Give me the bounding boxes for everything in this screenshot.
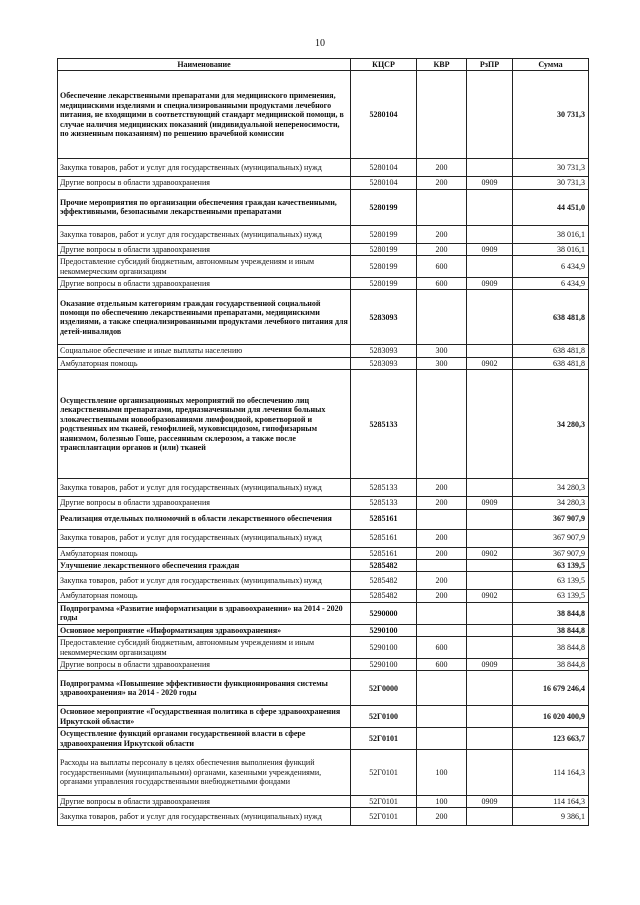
row-name: Прочие мероприятия по организации обеспечения граждан качественными, эффективными, безопасными лекарственными препаратами: [58, 189, 351, 225]
row-kvr: 100: [417, 749, 467, 795]
row-sum: 9 386,1: [513, 808, 589, 826]
row-rzpr: [467, 602, 513, 624]
row-name: Амбулаторная помощь: [58, 357, 351, 369]
row-rzpr: [467, 290, 513, 345]
row-name: Оказание отдельным категориям граждан государственной социальной помощи по обеспечению лекарственными препаратами, медицинскими изделиями, а также специализированными продуктами лечебного питания для детей-инвалидов: [58, 290, 351, 345]
row-sum: 638 481,8: [513, 357, 589, 369]
table-row: [58, 225, 589, 243]
row-rzpr: [467, 728, 513, 750]
row-kcsr: 5290100: [351, 658, 417, 670]
row-sum: 367 907,9: [513, 509, 589, 529]
row-sum: 38 844,8: [513, 637, 589, 659]
row-kcsr: 52Г0101: [351, 808, 417, 826]
row-name: Реализация отдельных полномочий в области лекарственного обеспечения: [58, 509, 351, 529]
row-rzpr: 0902: [467, 547, 513, 559]
row-kcsr: 5280104: [351, 71, 417, 159]
row-sum: 367 907,9: [513, 547, 589, 559]
row-kvr: 200: [417, 159, 467, 177]
table-row: [58, 572, 589, 590]
table-header-row: [58, 59, 589, 71]
table-row: [58, 71, 589, 159]
row-rzpr: [467, 671, 513, 706]
row-sum: 114 164,3: [513, 749, 589, 795]
row-name: Амбулаторная помощь: [58, 590, 351, 602]
row-rzpr: [467, 225, 513, 243]
row-name: Подпрограмма «Повышение эффективности функционирования системы здравоохранения» на 2014 - 2020 годы: [58, 671, 351, 706]
row-sum: 63 139,5: [513, 590, 589, 602]
header-kcsr: КЦСР: [351, 59, 417, 71]
row-sum: 38 016,1: [513, 225, 589, 243]
row-kvr: [417, 290, 467, 345]
row-kvr: 200: [417, 547, 467, 559]
header-name: Наименование: [58, 59, 351, 71]
header-rzpr: РзПР: [467, 59, 513, 71]
table-row: [58, 479, 589, 497]
row-kcsr: 5280104: [351, 159, 417, 177]
row-rzpr: [467, 370, 513, 479]
table-row: [58, 590, 589, 602]
row-kcsr: 5285133: [351, 479, 417, 497]
row-rzpr: [467, 71, 513, 159]
row-name: Основное мероприятие «Информатизация здравоохранения»: [58, 624, 351, 636]
table-row: [58, 159, 589, 177]
budget-table: [57, 58, 589, 826]
row-sum: 6 434,9: [513, 278, 589, 290]
row-rzpr: 0902: [467, 357, 513, 369]
row-rzpr: [467, 256, 513, 278]
row-kvr: 600: [417, 256, 467, 278]
row-kcsr: 5290000: [351, 602, 417, 624]
row-kcsr: 5285161: [351, 529, 417, 547]
row-rzpr: 0902: [467, 590, 513, 602]
row-rzpr: 0909: [467, 278, 513, 290]
table-row: [58, 547, 589, 559]
row-name: Улучшение лекарственного обеспечения граждан: [58, 560, 351, 572]
row-kcsr: 5280199: [351, 278, 417, 290]
row-name: Предоставление субсидий бюджетным, автономным учреждениям и иным некоммерческим организациям: [58, 256, 351, 278]
row-sum: 638 481,8: [513, 345, 589, 357]
row-kvr: [417, 509, 467, 529]
row-rzpr: [467, 345, 513, 357]
row-name: Закупка товаров, работ и услуг для государственных (муниципальных) нужд: [58, 529, 351, 547]
table-row: [58, 256, 589, 278]
row-kvr: [417, 728, 467, 750]
row-kcsr: 5285161: [351, 509, 417, 529]
row-kcsr: 52Г0101: [351, 728, 417, 750]
table-row: [58, 529, 589, 547]
row-kcsr: 5285133: [351, 497, 417, 509]
row-kcsr: 52Г0101: [351, 795, 417, 807]
table-row: [58, 243, 589, 255]
row-kcsr: 5280199: [351, 256, 417, 278]
table-row: [58, 357, 589, 369]
row-name: Обеспечение лекарственными препаратами для медицинского применения, медицинскими изделиями и специализированными продуктами лечебного питания, не входящими в соответствующий стандарт медицинской помощи, в случае наличия медицинских показаний (индивидуальной непереносимости, по жизненным показаниям) по решению врачебной комиссии: [58, 71, 351, 159]
page-number: 10: [315, 38, 325, 49]
row-sum: 38 016,1: [513, 243, 589, 255]
row-kcsr: 5280199: [351, 225, 417, 243]
row-kvr: 300: [417, 345, 467, 357]
row-rzpr: [467, 637, 513, 659]
table-row: [58, 706, 589, 728]
table-row: [58, 345, 589, 357]
row-kcsr: 5285482: [351, 572, 417, 590]
row-kcsr: 5285482: [351, 590, 417, 602]
row-name: Закупка товаров, работ и услуг для государственных (муниципальных) нужд: [58, 159, 351, 177]
row-sum: 38 844,8: [513, 602, 589, 624]
row-kcsr: 52Г0101: [351, 749, 417, 795]
row-name: Другие вопросы в области здравоохранения: [58, 243, 351, 255]
row-kcsr: 5285161: [351, 547, 417, 559]
table-row: [58, 728, 589, 750]
row-name: Основное мероприятие «Государственная политика в сфере здравоохранения Иркутской области»: [58, 706, 351, 728]
row-name: Другие вопросы в области здравоохранения: [58, 278, 351, 290]
row-rzpr: [467, 560, 513, 572]
row-rzpr: [467, 479, 513, 497]
row-sum: 63 139,5: [513, 572, 589, 590]
row-name: Амбулаторная помощь: [58, 547, 351, 559]
row-name: Другие вопросы в области здравоохранения: [58, 177, 351, 189]
header-kvr: КВР: [417, 59, 467, 71]
row-name: Осуществление организационных мероприятий по обеспечению лиц лекарственными препаратами, предназначенными для лечения больных злокачественными новообразованиями лимфоидной, кроветворной и родственных им тканей, гемофилией, муковисцидозом, гипофизарным нанизмом, болезнью Гоше, рассеянным склерозом, а также после трансплантации органов и (или) тканей: [58, 370, 351, 479]
row-rzpr: 0909: [467, 658, 513, 670]
row-sum: 34 280,3: [513, 497, 589, 509]
row-sum: 16 679 246,4: [513, 671, 589, 706]
row-kvr: 100: [417, 795, 467, 807]
row-sum: 30 731,3: [513, 177, 589, 189]
row-sum: 38 844,8: [513, 624, 589, 636]
table-row: [58, 370, 589, 479]
row-kcsr: 5290100: [351, 624, 417, 636]
table-row: [58, 795, 589, 807]
table-row: [58, 177, 589, 189]
row-kcsr: 5280199: [351, 243, 417, 255]
row-kvr: [417, 671, 467, 706]
table-row: [58, 749, 589, 795]
row-rzpr: [467, 808, 513, 826]
row-name: Предоставление субсидий бюджетным, автономным учреждениям и иным некоммерческим организациям: [58, 637, 351, 659]
row-name: Подпрограмма «Развитие информатизации в здравоохранении» на 2014 - 2020 годы: [58, 602, 351, 624]
table-row: [58, 808, 589, 826]
row-rzpr: [467, 749, 513, 795]
row-sum: 367 907,9: [513, 529, 589, 547]
row-name: Расходы на выплаты персоналу в целях обеспечения выполнения функций государственными (муниципальными) органами, казенными учреждениями, органами управления государственными внебюджетными фондами: [58, 749, 351, 795]
row-kvr: 600: [417, 637, 467, 659]
row-kcsr: 5285482: [351, 560, 417, 572]
row-kvr: 200: [417, 590, 467, 602]
row-kvr: 200: [417, 497, 467, 509]
row-sum: 16 020 400,9: [513, 706, 589, 728]
row-rzpr: [467, 572, 513, 590]
row-kcsr: 5290100: [351, 637, 417, 659]
row-name: Закупка товаров, работ и услуг для государственных (муниципальных) нужд: [58, 808, 351, 826]
row-sum: 638 481,8: [513, 290, 589, 345]
row-kvr: 200: [417, 225, 467, 243]
row-name: Закупка товаров, работ и услуг для государственных (муниципальных) нужд: [58, 572, 351, 590]
row-sum: 38 844,8: [513, 658, 589, 670]
table-row: [58, 624, 589, 636]
row-kvr: 200: [417, 572, 467, 590]
row-kvr: [417, 189, 467, 225]
row-name: Другие вопросы в области здравоохранения: [58, 497, 351, 509]
table-row: [58, 278, 589, 290]
row-rzpr: [467, 189, 513, 225]
row-name: Осуществление функций органами государственной власти в сфере здравоохранения Иркутской области: [58, 728, 351, 750]
row-name: Другие вопросы в области здравоохранения: [58, 795, 351, 807]
row-kvr: [417, 624, 467, 636]
row-sum: 44 451,0: [513, 189, 589, 225]
table-row: [58, 497, 589, 509]
row-rzpr: [467, 529, 513, 547]
row-rzpr: [467, 159, 513, 177]
row-kvr: 200: [417, 479, 467, 497]
row-kcsr: 5285133: [351, 370, 417, 479]
row-sum: 30 731,3: [513, 71, 589, 159]
row-name: Закупка товаров, работ и услуг для государственных (муниципальных) нужд: [58, 479, 351, 497]
row-name: Социальное обеспечение и иные выплаты населению: [58, 345, 351, 357]
table-row: [58, 602, 589, 624]
row-kcsr: 52Г0000: [351, 671, 417, 706]
table-row: [58, 189, 589, 225]
row-sum: 114 164,3: [513, 795, 589, 807]
table-row: [58, 509, 589, 529]
row-kcsr: 5283093: [351, 345, 417, 357]
row-rzpr: 0909: [467, 243, 513, 255]
row-sum: 63 139,5: [513, 560, 589, 572]
row-rzpr: 0909: [467, 497, 513, 509]
row-kvr: 200: [417, 177, 467, 189]
table-row: [58, 637, 589, 659]
row-rzpr: 0909: [467, 177, 513, 189]
row-kvr: 600: [417, 278, 467, 290]
row-kvr: 300: [417, 357, 467, 369]
row-rzpr: [467, 706, 513, 728]
row-kvr: [417, 370, 467, 479]
table-row: [58, 658, 589, 670]
row-kcsr: 5283093: [351, 357, 417, 369]
row-sum: 30 731,3: [513, 159, 589, 177]
row-sum: 34 280,3: [513, 479, 589, 497]
row-rzpr: [467, 509, 513, 529]
row-name: Закупка товаров, работ и услуг для государственных (муниципальных) нужд: [58, 225, 351, 243]
row-kvr: [417, 706, 467, 728]
row-rzpr: 0909: [467, 795, 513, 807]
row-kvr: [417, 560, 467, 572]
row-kcsr: 52Г0100: [351, 706, 417, 728]
row-kvr: [417, 71, 467, 159]
row-kvr: 200: [417, 529, 467, 547]
row-kcsr: 5283093: [351, 290, 417, 345]
row-name: Другие вопросы в области здравоохранения: [58, 658, 351, 670]
row-kvr: 600: [417, 658, 467, 670]
table-body: [58, 71, 589, 826]
row-sum: 34 280,3: [513, 370, 589, 479]
table-row: [58, 560, 589, 572]
row-kcsr: 5280104: [351, 177, 417, 189]
table-row: [58, 671, 589, 706]
table-row: [58, 290, 589, 345]
row-rzpr: [467, 624, 513, 636]
header-sum: Сумма: [513, 59, 589, 71]
row-kvr: [417, 602, 467, 624]
row-sum: 123 663,7: [513, 728, 589, 750]
row-kvr: 200: [417, 808, 467, 826]
row-sum: 6 434,9: [513, 256, 589, 278]
row-kcsr: 5280199: [351, 189, 417, 225]
row-kvr: 200: [417, 243, 467, 255]
